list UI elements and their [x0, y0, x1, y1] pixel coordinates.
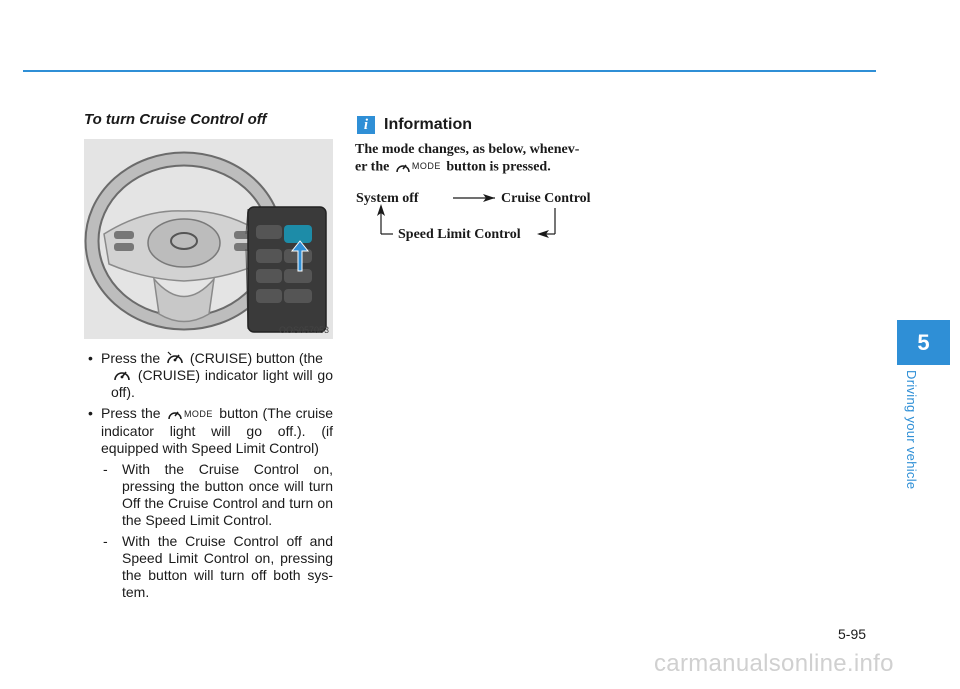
bullet-1-before: Press the — [101, 350, 161, 366]
steering-wheel-figure — [84, 139, 333, 339]
info-line-2-before: er the — [355, 159, 390, 175]
instructions-list — [88, 350, 333, 605]
mode-button-icon — [167, 406, 213, 423]
bullet-1-line2 — [101, 367, 333, 401]
bullet-mode-button — [88, 405, 333, 601]
figure-code: OOS057053 — [278, 325, 329, 335]
information-body — [355, 141, 610, 176]
page-number: 5-95 — [838, 626, 867, 642]
flow-cruise-control: Cruise Control — [501, 191, 591, 206]
cruise-indicator-icon — [113, 367, 131, 383]
information-title: Information — [384, 116, 472, 133]
chapter-tab: 5 — [897, 320, 950, 365]
bullet-1-after: (CRUISE) button (the — [189, 350, 323, 366]
bullet-cruise-button — [88, 350, 333, 401]
dash-1: - — [103, 460, 108, 477]
info-icon: i — [357, 116, 375, 134]
sub-1-text: With the Cruise Control on, pressing the button once will turn Off the Cruise Control and turn on the Speed Limit Control. — [122, 460, 333, 528]
steering-wheel-illustration — [84, 139, 333, 339]
info-line-2-after: button is pressed. — [446, 159, 551, 175]
mode-flow-diagram — [355, 188, 615, 248]
bullet-2-after: button (The cruise indicator light will go off.). (if equipped with Speed Limit Control) — [101, 405, 334, 456]
sub-item-cruise-off — [101, 533, 333, 601]
information-header — [357, 116, 472, 134]
info-mode-icon — [395, 158, 441, 175]
info-line-2 — [355, 158, 610, 176]
sub-item-cruise-on — [101, 461, 333, 529]
dash-2: - — [103, 532, 108, 549]
chapter-title: Driving your vehicle — [904, 370, 919, 490]
bullet-1-line2-text: (CRUISE) indicator light will go off). — [111, 367, 333, 400]
cruise-icon — [166, 350, 184, 366]
flow-speed-limit-control: Speed Limit Control — [398, 227, 521, 242]
watermark: carmanualsonline.info — [654, 650, 894, 677]
flow-system-off: System off — [356, 191, 419, 206]
info-mode-label: MODE — [411, 161, 441, 171]
info-line-1: The mode changes, as below, whenev- — [355, 142, 580, 157]
mode-label: MODE — [183, 408, 213, 419]
bullet-2-before: Press the — [101, 405, 161, 421]
section-heading: To turn Cruise Control off — [84, 111, 267, 128]
sub-2-text: With the Cruise Control off and Speed Limit Control on, pressing the button will turn off both sys-tem. — [122, 532, 333, 600]
top-rule — [23, 70, 876, 72]
